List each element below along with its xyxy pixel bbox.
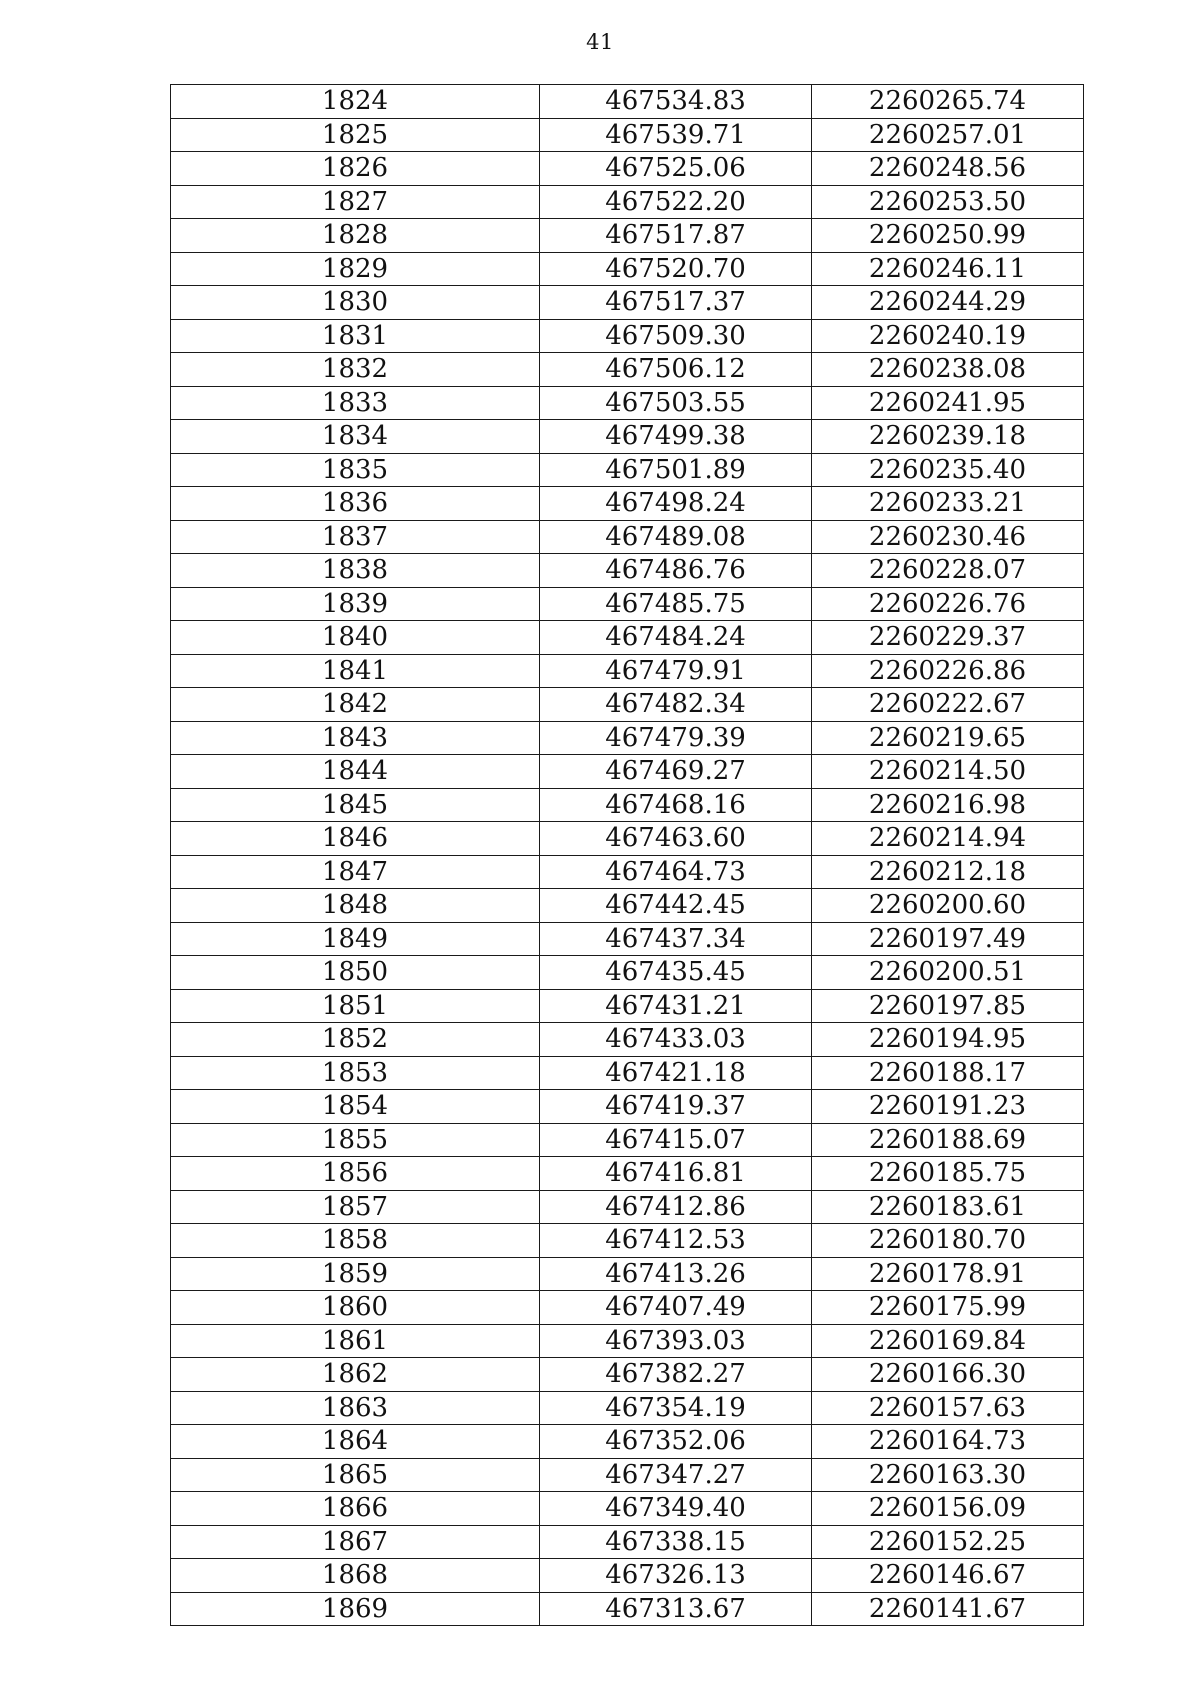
table-row bbox=[171, 487, 1084, 521]
point-number-cell: 1857 bbox=[171, 1190, 540, 1224]
table-row bbox=[171, 252, 1084, 286]
table-row bbox=[171, 85, 1084, 119]
point-number-cell: 1852 bbox=[171, 1023, 540, 1057]
point-number-cell: 1862 bbox=[171, 1358, 540, 1392]
table-row bbox=[171, 621, 1084, 655]
point-number-cell: 1840 bbox=[171, 621, 540, 655]
coordinates-table-body bbox=[171, 85, 1084, 1626]
x-coordinate-cell: 467326.13 bbox=[540, 1559, 812, 1593]
y-coordinate-cell: 2260233.21 bbox=[812, 487, 1084, 521]
x-coordinate-cell: 467517.87 bbox=[540, 219, 812, 253]
x-coordinate-cell: 467517.37 bbox=[540, 286, 812, 320]
y-coordinate-cell: 2260253.50 bbox=[812, 185, 1084, 219]
y-coordinate-cell: 2260197.85 bbox=[812, 989, 1084, 1023]
table-row bbox=[171, 554, 1084, 588]
point-number-cell: 1853 bbox=[171, 1056, 540, 1090]
point-number-cell: 1844 bbox=[171, 755, 540, 789]
x-coordinate-cell: 467442.45 bbox=[540, 889, 812, 923]
x-coordinate-cell: 467352.06 bbox=[540, 1425, 812, 1459]
x-coordinate-cell: 467382.27 bbox=[540, 1358, 812, 1392]
table-row bbox=[171, 319, 1084, 353]
y-coordinate-cell: 2260219.65 bbox=[812, 721, 1084, 755]
y-coordinate-cell: 2260197.49 bbox=[812, 922, 1084, 956]
x-coordinate-cell: 467412.53 bbox=[540, 1224, 812, 1258]
x-coordinate-cell: 467520.70 bbox=[540, 252, 812, 286]
point-number-cell: 1866 bbox=[171, 1492, 540, 1526]
y-coordinate-cell: 2260214.50 bbox=[812, 755, 1084, 789]
point-number-cell: 1845 bbox=[171, 788, 540, 822]
y-coordinate-cell: 2260257.01 bbox=[812, 118, 1084, 152]
y-coordinate-cell: 2260235.40 bbox=[812, 453, 1084, 487]
x-coordinate-cell: 467421.18 bbox=[540, 1056, 812, 1090]
x-coordinate-cell: 467482.34 bbox=[540, 688, 812, 722]
table-row bbox=[171, 1358, 1084, 1392]
point-number-cell: 1837 bbox=[171, 520, 540, 554]
point-number-cell: 1835 bbox=[171, 453, 540, 487]
table-row bbox=[171, 1458, 1084, 1492]
point-number-cell: 1855 bbox=[171, 1123, 540, 1157]
point-number-cell: 1846 bbox=[171, 822, 540, 856]
x-coordinate-cell: 467413.26 bbox=[540, 1257, 812, 1291]
x-coordinate-cell: 467539.71 bbox=[540, 118, 812, 152]
y-coordinate-cell: 2260230.46 bbox=[812, 520, 1084, 554]
table-row bbox=[171, 1056, 1084, 1090]
table-row bbox=[171, 1023, 1084, 1057]
x-coordinate-cell: 467354.19 bbox=[540, 1391, 812, 1425]
y-coordinate-cell: 2260239.18 bbox=[812, 420, 1084, 454]
y-coordinate-cell: 2260244.29 bbox=[812, 286, 1084, 320]
point-number-cell: 1830 bbox=[171, 286, 540, 320]
x-coordinate-cell: 467534.83 bbox=[540, 85, 812, 119]
point-number-cell: 1841 bbox=[171, 654, 540, 688]
table-row bbox=[171, 1090, 1084, 1124]
y-coordinate-cell: 2260166.30 bbox=[812, 1358, 1084, 1392]
y-coordinate-cell: 2260216.98 bbox=[812, 788, 1084, 822]
x-coordinate-cell: 467498.24 bbox=[540, 487, 812, 521]
y-coordinate-cell: 2260183.61 bbox=[812, 1190, 1084, 1224]
x-coordinate-cell: 467433.03 bbox=[540, 1023, 812, 1057]
y-coordinate-cell: 2260164.73 bbox=[812, 1425, 1084, 1459]
y-coordinate-cell: 2260212.18 bbox=[812, 855, 1084, 889]
table-row bbox=[171, 1525, 1084, 1559]
table-row bbox=[171, 520, 1084, 554]
table-row bbox=[171, 956, 1084, 990]
x-coordinate-cell: 467489.08 bbox=[540, 520, 812, 554]
x-coordinate-cell: 467435.45 bbox=[540, 956, 812, 990]
point-number-cell: 1851 bbox=[171, 989, 540, 1023]
x-coordinate-cell: 467349.40 bbox=[540, 1492, 812, 1526]
point-number-cell: 1858 bbox=[171, 1224, 540, 1258]
y-coordinate-cell: 2260238.08 bbox=[812, 353, 1084, 387]
table-row bbox=[171, 118, 1084, 152]
x-coordinate-cell: 467407.49 bbox=[540, 1291, 812, 1325]
point-number-cell: 1867 bbox=[171, 1525, 540, 1559]
table-row bbox=[171, 1123, 1084, 1157]
point-number-cell: 1828 bbox=[171, 219, 540, 253]
point-number-cell: 1825 bbox=[171, 118, 540, 152]
y-coordinate-cell: 2260222.67 bbox=[812, 688, 1084, 722]
point-number-cell: 1850 bbox=[171, 956, 540, 990]
y-coordinate-cell: 2260226.76 bbox=[812, 587, 1084, 621]
point-number-cell: 1826 bbox=[171, 152, 540, 186]
table-row bbox=[171, 989, 1084, 1023]
x-coordinate-cell: 467485.75 bbox=[540, 587, 812, 621]
y-coordinate-cell: 2260248.56 bbox=[812, 152, 1084, 186]
table-row bbox=[171, 152, 1084, 186]
point-number-cell: 1824 bbox=[171, 85, 540, 119]
y-coordinate-cell: 2260200.51 bbox=[812, 956, 1084, 990]
y-coordinate-cell: 2260214.94 bbox=[812, 822, 1084, 856]
table-row bbox=[171, 1559, 1084, 1593]
point-number-cell: 1831 bbox=[171, 319, 540, 353]
x-coordinate-cell: 467431.21 bbox=[540, 989, 812, 1023]
point-number-cell: 1865 bbox=[171, 1458, 540, 1492]
table-row bbox=[171, 1157, 1084, 1191]
point-number-cell: 1833 bbox=[171, 386, 540, 420]
table-row bbox=[171, 822, 1084, 856]
x-coordinate-cell: 467469.27 bbox=[540, 755, 812, 789]
table-row bbox=[171, 1324, 1084, 1358]
x-coordinate-cell: 467416.81 bbox=[540, 1157, 812, 1191]
y-coordinate-cell: 2260169.84 bbox=[812, 1324, 1084, 1358]
table-row bbox=[171, 1224, 1084, 1258]
coordinates-table bbox=[170, 84, 1084, 1626]
table-row bbox=[171, 286, 1084, 320]
table-row bbox=[171, 755, 1084, 789]
y-coordinate-cell: 2260175.99 bbox=[812, 1291, 1084, 1325]
x-coordinate-cell: 467419.37 bbox=[540, 1090, 812, 1124]
x-coordinate-cell: 467479.39 bbox=[540, 721, 812, 755]
table-row bbox=[171, 1492, 1084, 1526]
table-row bbox=[171, 1391, 1084, 1425]
x-coordinate-cell: 467522.20 bbox=[540, 185, 812, 219]
y-coordinate-cell: 2260228.07 bbox=[812, 554, 1084, 588]
table-row bbox=[171, 688, 1084, 722]
table-row bbox=[171, 721, 1084, 755]
y-coordinate-cell: 2260241.95 bbox=[812, 386, 1084, 420]
table-row bbox=[171, 788, 1084, 822]
table-row bbox=[171, 353, 1084, 387]
point-number-cell: 1859 bbox=[171, 1257, 540, 1291]
point-number-cell: 1856 bbox=[171, 1157, 540, 1191]
table-row bbox=[171, 1425, 1084, 1459]
y-coordinate-cell: 2260265.74 bbox=[812, 85, 1084, 119]
y-coordinate-cell: 2260180.70 bbox=[812, 1224, 1084, 1258]
y-coordinate-cell: 2260188.17 bbox=[812, 1056, 1084, 1090]
y-coordinate-cell: 2260178.91 bbox=[812, 1257, 1084, 1291]
x-coordinate-cell: 467463.60 bbox=[540, 822, 812, 856]
y-coordinate-cell: 2260163.30 bbox=[812, 1458, 1084, 1492]
point-number-cell: 1868 bbox=[171, 1559, 540, 1593]
point-number-cell: 1847 bbox=[171, 855, 540, 889]
table-row bbox=[171, 219, 1084, 253]
table-row bbox=[171, 1190, 1084, 1224]
x-coordinate-cell: 467412.86 bbox=[540, 1190, 812, 1224]
y-coordinate-cell: 2260152.25 bbox=[812, 1525, 1084, 1559]
table-row bbox=[171, 889, 1084, 923]
y-coordinate-cell: 2260156.09 bbox=[812, 1492, 1084, 1526]
x-coordinate-cell: 467313.67 bbox=[540, 1592, 812, 1626]
table-row bbox=[171, 1592, 1084, 1626]
x-coordinate-cell: 467503.55 bbox=[540, 386, 812, 420]
point-number-cell: 1848 bbox=[171, 889, 540, 923]
point-number-cell: 1836 bbox=[171, 487, 540, 521]
y-coordinate-cell: 2260191.23 bbox=[812, 1090, 1084, 1124]
point-number-cell: 1842 bbox=[171, 688, 540, 722]
y-coordinate-cell: 2260246.11 bbox=[812, 252, 1084, 286]
x-coordinate-cell: 467486.76 bbox=[540, 554, 812, 588]
x-coordinate-cell: 467509.30 bbox=[540, 319, 812, 353]
table-row bbox=[171, 1291, 1084, 1325]
table-row bbox=[171, 453, 1084, 487]
x-coordinate-cell: 467525.06 bbox=[540, 152, 812, 186]
table-row bbox=[171, 386, 1084, 420]
y-coordinate-cell: 2260250.99 bbox=[812, 219, 1084, 253]
point-number-cell: 1827 bbox=[171, 185, 540, 219]
table-row bbox=[171, 587, 1084, 621]
y-coordinate-cell: 2260226.86 bbox=[812, 654, 1084, 688]
y-coordinate-cell: 2260146.67 bbox=[812, 1559, 1084, 1593]
y-coordinate-cell: 2260188.69 bbox=[812, 1123, 1084, 1157]
x-coordinate-cell: 467506.12 bbox=[540, 353, 812, 387]
table-row bbox=[171, 855, 1084, 889]
point-number-cell: 1832 bbox=[171, 353, 540, 387]
x-coordinate-cell: 467437.34 bbox=[540, 922, 812, 956]
y-coordinate-cell: 2260185.75 bbox=[812, 1157, 1084, 1191]
point-number-cell: 1869 bbox=[171, 1592, 540, 1626]
point-number-cell: 1854 bbox=[171, 1090, 540, 1124]
x-coordinate-cell: 467464.73 bbox=[540, 855, 812, 889]
page-number: 41 bbox=[586, 30, 614, 54]
y-coordinate-cell: 2260240.19 bbox=[812, 319, 1084, 353]
point-number-cell: 1864 bbox=[171, 1425, 540, 1459]
x-coordinate-cell: 467393.03 bbox=[540, 1324, 812, 1358]
table-row bbox=[171, 922, 1084, 956]
x-coordinate-cell: 467499.38 bbox=[540, 420, 812, 454]
table-row bbox=[171, 1257, 1084, 1291]
point-number-cell: 1829 bbox=[171, 252, 540, 286]
table-row bbox=[171, 654, 1084, 688]
table-row bbox=[171, 420, 1084, 454]
y-coordinate-cell: 2260194.95 bbox=[812, 1023, 1084, 1057]
point-number-cell: 1863 bbox=[171, 1391, 540, 1425]
point-number-cell: 1843 bbox=[171, 721, 540, 755]
x-coordinate-cell: 467468.16 bbox=[540, 788, 812, 822]
point-number-cell: 1849 bbox=[171, 922, 540, 956]
x-coordinate-cell: 467347.27 bbox=[540, 1458, 812, 1492]
y-coordinate-cell: 2260200.60 bbox=[812, 889, 1084, 923]
y-coordinate-cell: 2260141.67 bbox=[812, 1592, 1084, 1626]
y-coordinate-cell: 2260157.63 bbox=[812, 1391, 1084, 1425]
point-number-cell: 1861 bbox=[171, 1324, 540, 1358]
point-number-cell: 1838 bbox=[171, 554, 540, 588]
x-coordinate-cell: 467338.15 bbox=[540, 1525, 812, 1559]
x-coordinate-cell: 467479.91 bbox=[540, 654, 812, 688]
point-number-cell: 1839 bbox=[171, 587, 540, 621]
x-coordinate-cell: 467415.07 bbox=[540, 1123, 812, 1157]
x-coordinate-cell: 467501.89 bbox=[540, 453, 812, 487]
table-row bbox=[171, 185, 1084, 219]
x-coordinate-cell: 467484.24 bbox=[540, 621, 812, 655]
point-number-cell: 1834 bbox=[171, 420, 540, 454]
y-coordinate-cell: 2260229.37 bbox=[812, 621, 1084, 655]
point-number-cell: 1860 bbox=[171, 1291, 540, 1325]
